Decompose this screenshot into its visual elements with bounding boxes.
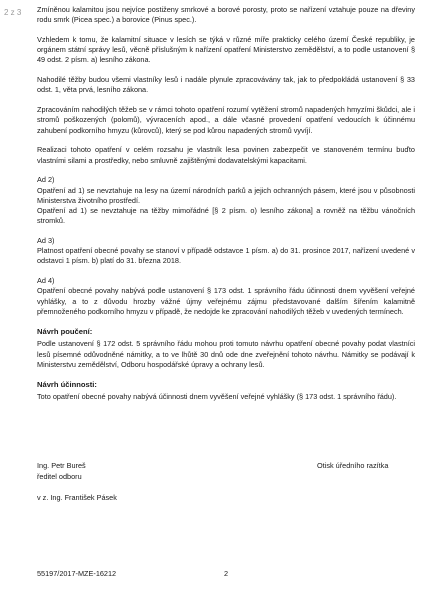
page-number: 2 [224, 569, 229, 578]
ad3-text: Platnost opatření obecné povahy se stanoví v případě odstavce 1 písm. a) do 31. prosince 2017, nařízení uvedené v odstavci 1 písm. b) platí do 31. března 2018. [37, 246, 415, 266]
ad4-text: Opatření obecné povahy nabývá podle ustanovení § 173 odst. 1 správního řádu účinnosti dnem vyvěšení veřejné vyhlášky, a to z důvodu hrozby vážné újmy veřejnému zájmu představované dalším šířením kalamitně přemnoženého podkorního hmyzu v případě, že nedojde ke zpracování nahodilých těžeb v uvedených termínech. [37, 286, 415, 316]
signatory-name: Ing. Petr Bureš [37, 461, 86, 470]
section-ad3 [37, 236, 415, 267]
paragraph-intro: Zmíněnou kalamitou jsou nejvíce postiženy smrkové a borové porosty, proto se nařízení vztahuje pouze na dřeviny rodu smrk (Picea spec.) a borovice (Pinus spec.). [37, 5, 415, 25]
ad2-text-1: Opatření ad 1) se nevztahuje na lesy na území národních parků a jejich ochranných pásem, které jsou v působnosti Ministerstva životního prostředí. [37, 185, 415, 205]
paragraph-authority: Vzhledem k tomu, že kalamitní situace v lesích se týká v různé míře prakticky celého území České republiky, je orgánem státní správy lesů, věcně příslušným k nařízení opatření Ministerstvo zemědělství, a to podle ustanovení § 49 odst. 2 písm. a) lesního zákona. [37, 35, 415, 65]
ad2-text-2: Opatření ad 1) se nevztahuje na těžby mimořádné [§ 2 písm. o) lesního zákona] a rovněž na těžbu vánočních stromků. [37, 206, 415, 226]
ad3-label: Ad 3) [37, 236, 55, 246]
ucinnost-heading: Návrh účinnosti: [37, 379, 97, 389]
paragraph-logging: Nahodilé těžby budou všemi vlastníky lesů i nadále plynule zpracovávány tak, jak to předpokládá ustanovení § 33 odst. 1, věta prvá, lesního zákona. [37, 75, 415, 95]
pouceni-text: Podle ustanovení § 172 odst. 5 správního řádu mohou proti tomuto návrhu opatření obecné povahy podat vlastníci lesů písemné odůvodněné námitky, a to ve lhůtě 30 dnů ode dne zveřejnění tohoto návrhu. Námitky se podávají k Ministerstvu zemědělství, Odboru hospodářské úpravy a ochrany lesů. [37, 339, 415, 369]
pouceni-heading: Návrh poučení: [37, 326, 93, 336]
signatory-deputy: v z. Ing. František Pásek [37, 493, 117, 502]
section-ad4 [37, 276, 415, 317]
ad2-label: Ad 2) [37, 175, 55, 185]
section-ad2 [37, 175, 415, 226]
page-marker: 2 z 3 [4, 8, 22, 17]
official-stamp-label: Otisk úředního razítka [317, 461, 389, 470]
document-reference: 55197/2017-MZE-16212 [37, 569, 117, 578]
signatory-role: ředitel odboru [37, 472, 82, 481]
paragraph-processing: Zpracováním nahodilých těžeb se v rámci tohoto opatření rozumí vytěžení stromů napadených hmyzími škůdci, ale i stromů poškozených (polomů), vývraceních apod., a dále včasné provedení opatření vedoucích k účinnému zahubení podkorního hmyzu (kůrovců), který se pod kůrou napadených stromů vyvíjí. [37, 105, 415, 135]
paragraph-realization: Realizaci tohoto opatření v celém rozsahu je vlastník lesa povinen zabezpečit ve stanoveném termínu buďto vlastními silami a prostředky, nebo smluvně zajištěnými dodavatelskými kapacitami. [37, 145, 415, 165]
document-body [37, 5, 415, 412]
ucinnost-text: Toto opatření obecné povahy nabývá účinnosti dnem vyvěšení veřejné vyhlášky (§ 173 odst. 1 správního řádu). [37, 392, 397, 402]
ad4-label: Ad 4) [37, 276, 55, 286]
